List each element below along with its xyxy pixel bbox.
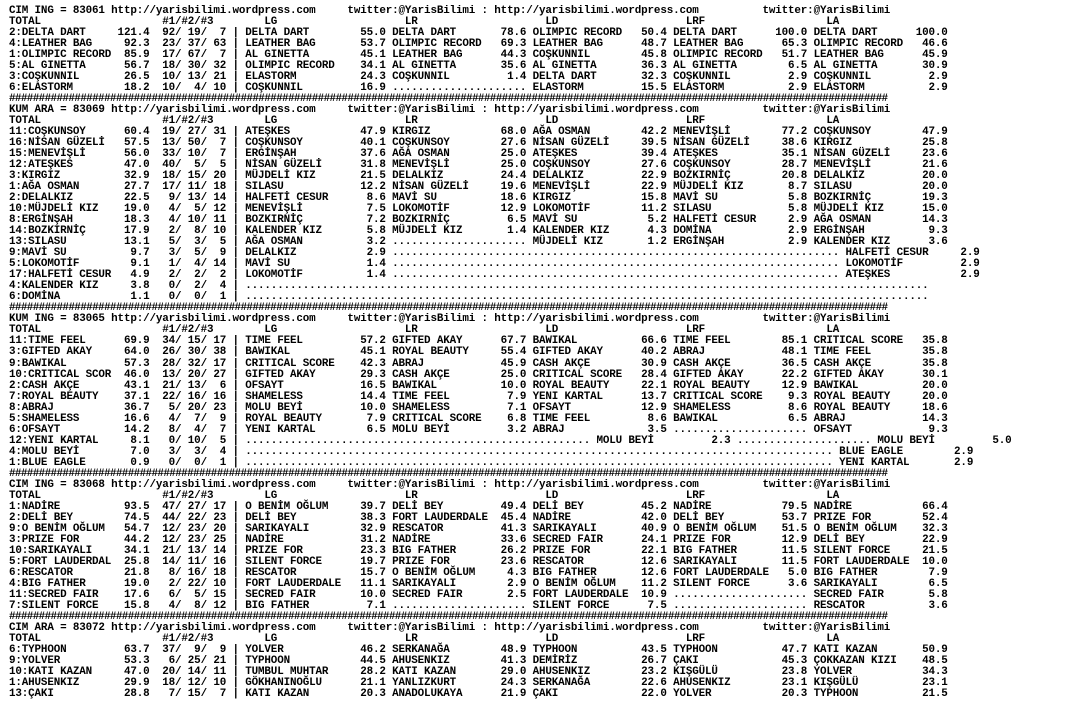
table-row: 12:YENI KARTAL 8.1 0/ 10/ 5 | ...................................................... MOLU BEYİ 2.3 ..................... MOLU BEYİ 5.0 (9, 434, 1012, 447)
table-row: 4:KALENDER KIZ 3.8 0/ 2/ 4 | ........................................................................................................... (9, 280, 929, 293)
table-row: 10:SARIKAYALI 34.1 21/ 13/ 14 | PRIZE FOR 23.3 BIG FATHER 26.2 PRIZE FOR 22.1 BIG FATHER 11.5 SILENT FORCE 21.5 (9, 544, 948, 557)
table-row: 4:MOLU BEYİ 7.0 3/ 3/ 4 | ............................................................................................ BLUE EAGLE 2.9 (9, 445, 974, 458)
race-header: CIM ARA = 83072 http://yarisbilimi.wordpress.com twitter:@YarisBilimi : http://yarisbilimi.wordpress.com twitter:@YarisBilimi (9, 621, 891, 634)
table-row: 2:DELALKIZ 22.5 9/ 13/ 14 | HALFETİ CESUR 8.6 MAVİ SU 18.6 KIRGIZ 15.8 MAVİ SU 5.8 BOZKIRNİÇ 19.3 (9, 192, 948, 205)
table-row: 6:TYPHOON 63.7 37/ 9/ 9 | YOLVER 46.2 SERKANAĞA 48.9 TYPHOON 43.5 TYPHOON 47.7 KATI KAZAN 50.9 (9, 643, 948, 656)
table-row: 6:RESCATOR 21.8 8/ 16/ 18 | RESCATOR 15.7 O BENİM OĞLUM 4.3 BIG FATHER 12.6 FORT LAUDERDALE 5.0 BIG FATHER 7.9 (9, 566, 948, 579)
table-row: 10:KATI KAZAN 47.0 20/ 14/ 11 | TUMBUL MUHTAR 28.2 KATI KAZAN 29.0 AHUSENKIZ 23.2 KIŞGÜLÜ 23.8 YOLVER 34.3 (9, 665, 948, 678)
race-header: KUM ARA = 83069 http://yarisbilimi.wordpress.com twitter:@YarisBilimi : http://yarisbilimi.wordpress.com twitter:@YarisBilimi (9, 104, 891, 117)
table-row: 1:OLIMPIC RECORD 85.9 17/ 67/ 7 | AL GINETTA 45.1 LEATHER BAG 44.3 COŞKUNNIL 45.8 OLIMPIC RECORD 51.7 LEATHER BAG 45.9 (9, 49, 948, 62)
section-divider: #################################################################################################################################################### (9, 302, 888, 315)
table-row: 12:ATEŞKES 47.0 40/ 5/ 5 | NİSAN GÜZELİ 31.8 MENEVİŞLİ 25.0 COŞKUNSOY 27.6 COŞKUNSOY 28.7 MENEVİŞLİ 21.6 (9, 159, 948, 172)
column-header-row: TOTAL #1/#2/#3 LG LR LD LRF LA (9, 632, 840, 645)
table-row: 5:AL GINETTA 56.7 18/ 30/ 32 | OLIMPIC RECORD 34.1 AL GINETTA 35.6 AL GINETTA 36.3 AL GINETTA 6.5 AL GINETTA 30.9 (9, 60, 948, 73)
table-row: 11:COŞKUNSOY 60.4 19/ 27/ 31 | ATEŞKES 47.9 KIRGIZ 68.0 AĞA OSMAN 42.2 MENEVİŞLİ 77.2 COŞKUNSOY 47.9 (9, 126, 948, 139)
table-row: 3:GIFTED AKAY 64.0 26/ 30/ 38 | BAWIKAL 45.1 ROYAL BEAUTY 55.4 GIFTED AKAY 40.2 ABRAJ 48.1 TIME FEEL 35.8 (9, 346, 948, 359)
table-row: 8:ERGİNŞAH 18.3 4/ 10/ 11 | BOZKIRNİÇ 7.2 BOZKIRNİÇ 6.5 MAVİ SU 5.2 HALFETİ CESUR 2.9 AĞA OSMAN 14.3 (9, 214, 948, 227)
section-divider: #################################################################################################################################################### (9, 467, 888, 480)
table-row: 7:SILENT FORCE 15.8 4/ 8/ 12 | BIG FATHER 7.1 ..................... SILENT FORCE 7.5 ..................... RESCATOR 3.6 (9, 599, 948, 612)
race-header: CIM ING = 83061 http://yarisbilimi.wordpress.com twitter:@YarisBilimi : http://yarisbilimi.wordpress.com twitter:@YarisBilimi (9, 5, 891, 17)
column-header-row: TOTAL #1/#2/#3 LG LR LD LRF LA (9, 489, 840, 502)
section-divider: #################################################################################################################################################### (9, 93, 888, 106)
table-row: 16:NİSAN GÜZELİ 57.5 13/ 50/ 7 | COŞKUNSOY 40.1 COŞKUNSOY 27.6 NİSAN GÜZELİ 39.5 NİSAN GÜZELİ 38.6 KIRGIZ 25.8 (9, 137, 948, 150)
table-row: 8:ABRAJ 36.7 5/ 20/ 23 | MOLU BEYİ 10.0 SHAMELESS 7.1 OFSAYT 12.9 SHAMELESS 8.6 ROYAL BEAUTY 18.6 (9, 401, 948, 414)
table-row: 6:OFSAYT 14.2 8/ 4/ 7 | YENI KARTAL 6.5 MOLU BEYİ 3.2 ABRAJ 3.5 ..................... OFSAYT 9.3 (9, 423, 948, 436)
table-row: 13:ÇAKI 28.8 7/ 15/ 7 | KATI KAZAN 20.3 ANADOLUKAYA 21.9 ÇAKI 22.0 YOLVER 20.3 TYPHOON 21.5 (9, 687, 948, 700)
table-row: 2:DELİ BEY 74.5 44/ 22/ 23 | DELİ BEY 38.3 FORT LAUDERDALE 45.4 NADİRE 42.0 DELİ BEY 53.7 PRIZE FOR 52.4 (9, 511, 948, 524)
table-row: 10:CRITICAL SCOR 46.0 13/ 20/ 27 | GIFTED AKAY 29.3 CASH AKÇE 25.0 CRITICAL SCORE 28.4 GIFTED AKAY 22.2 GIFTED AKAY 30.1 (9, 368, 948, 381)
table-row: 11:SECRED FAIR 17.6 6/ 5/ 15 | SECRED FAIR 10.0 SECRED FAIR 2.5 FORT LAUDERDALE 10.9 ..................... SECRED FAIR 5.8 (9, 588, 948, 601)
table-row: 4:BIG FATHER 19.0 2/ 22/ 10 | FORT LAUDERDALE 11.1 SARIKAYALI 2.9 O BENİM OĞLUM 11.2 SILENT FORCE 3.6 SARIKAYALI 6.5 (9, 577, 948, 590)
table-row: 2:DELTA DART 121.4 92/ 19/ 7 | DELTA DART 55.0 DELTA DART 78.6 OLIMPIC RECORD 50.4 DELTA DART 100.0 DELTA DART 100.0 (9, 27, 948, 40)
column-header-row: TOTAL #1/#2/#3 LG LR LD LRF LA (9, 16, 840, 29)
table-row: 3:KIRGIZ 32.9 18/ 15/ 20 | MÜJDELİ KIZ 21.5 DELALKIZ 24.4 DELALKIZ 22.9 BOZKIRNİÇ 20.8 DELALKIZ 20.0 (9, 170, 948, 183)
table-row: 15:MENEVİŞLİ 56.0 33/ 10/ 7 | ERGİNŞAH 37.6 AĞA OSMAN 25.0 ATEŞKES 39.4 ATEŞKES 35.1 NİSAN GÜZELİ 23.6 (9, 148, 948, 161)
table-row: 7:ROYAL BEAUTY 37.1 22/ 16/ 16 | SHAMELESS 14.4 TIME FEEL 7.9 YENI KARTAL 13.7 CRITICAL SCORE 9.3 ROYAL BEAUTY 20.0 (9, 390, 948, 403)
race-header: KUM ING = 83065 http://yarisbilimi.wordpress.com twitter:@YarisBilimi : http://yarisbilimi.wordpress.com twitter:@YarisBilimi (9, 313, 891, 326)
table-row: 17:HALFETİ CESUR 4.9 2/ 2/ 2 | LOKOMOTİF 1.4 ...................................................................... ATEŞKES 2.9 (9, 269, 980, 282)
table-row: 6:ELASTORM 18.2 10/ 4/ 10 | COŞKUNNIL 16.9 ..................... ELASTORM 15.5 ELASTORM 2.9 ELASTORM 2.9 (9, 82, 948, 95)
table-row: 1:BLUE EAGLE 0.9 0/ 0/ 1 | ............................................................................................ YENI KARTAL 2.9 (9, 456, 974, 469)
table-row: 10:MÜJDELİ KIZ 19.0 4/ 5/ 12 | MENEVİŞLİ 7.5 LOKOMOTİF 12.9 LOKOMOTİF 11.2 SILASU 5.8 MÜJDELİ KIZ 15.0 (9, 203, 948, 216)
table-row: 13:SILASU 13.1 5/ 3/ 5 | AĞA OSMAN 3.2 ..................... MÜJDELİ KIZ 1.2 ERGİNŞAH 2.9 KALENDER KIZ 3.6 (9, 236, 948, 249)
table-row: 9:O BENİM OĞLUM 54.7 12/ 23/ 20 | SARIKAYALI 32.9 RESCATOR 41.3 SARIKAYALI 40.9 O BENİM OĞLUM 51.5 O BENİM OĞLUM 32.3 (9, 522, 948, 535)
table-row: 11:TIME FEEL 69.9 34/ 15/ 17 | TIME FEEL 57.2 GIFTED AKAY 67.7 BAWIKAL 66.6 TIME FEEL 85.1 CRITICAL SCORE 35.8 (9, 335, 948, 348)
table-row: 9:MAVİ SU 9.7 3/ 5/ 9 | DELALKIZ 2.9 ...................................................................... HALFETİ CESUR 2.9 (9, 247, 980, 260)
section-divider: #################################################################################################################################################### (9, 610, 888, 623)
table-row: 14:BOZKIRNİÇ 17.9 2/ 8/ 10 | KALENDER KIZ 5.8 MÜJDELİ KIZ 1.4 KALENDER KIZ 4.3 DOMİNA 2.9 ERGİNŞAH 9.3 (9, 225, 948, 238)
table-row: 3:COŞKUNNIL 26.5 10/ 13/ 21 | ELASTORM 24.3 COŞKUNNIL 1.4 DELTA DART 32.3 COŞKUNNIL 2.9 COŞKUNNIL 2.9 (9, 71, 948, 84)
table-row: 5:FORT LAUDERDAL 25.8 14/ 11/ 16 | SILENT FORCE 19.7 PRIZE FOR 23.6 RESCATOR 12.6 SARIKAYALI 11.5 FORT LAUDERDALE 10.0 (9, 555, 948, 568)
table-row: 1:NADİRE 93.5 47/ 27/ 17 | O BENİM OĞLUM 39.7 DELİ BEY 49.4 DELİ BEY 45.2 NADİRE 79.5 NADİRE 66.4 (9, 500, 948, 513)
table-row: 4:LEATHER BAG 92.3 23/ 37/ 63 | LEATHER BAG 53.7 OLIMPIC RECORD 69.3 LEATHER BAG 48.7 LEATHER BAG 65.3 OLIMPIC RECORD 46.6 (9, 38, 948, 51)
table-row: 1:AHUSENKIZ 29.9 18/ 12/ 10 | GÖKHANINOĞLU 21.1 YANLIZKURT 24.3 SERKANAĞA 22.6 AHUSENKIZ 23.1 KIŞGÜLÜ 23.1 (9, 676, 948, 689)
table-row: 5:LOKOMOTİF 9.1 1/ 4/ 14 | MAVİ SU 1.4 ...................................................................... LOKOMOTİF 2.9 (9, 258, 980, 271)
table-row: 9:BAWIKAL 57.3 28/ 32/ 17 | CRITICAL SCORE 42.3 ABRAJ 45.9 CASH AKÇE 30.9 CASH AKÇE 36.5 CASH AKÇE 35.8 (9, 357, 948, 370)
table-row: 9:YOLVER 53.3 6/ 25/ 21 | TYPHOON 44.5 AHUSENKIZ 41.3 DEMİRİZ 26.7 ÇAKI 45.3 ÇOKKAZAN KIZI 48.5 (9, 654, 948, 667)
table-row: 3:PRIZE FOR 44.2 12/ 23/ 25 | NADİRE 31.2 NADİRE 33.6 SECRED FAIR 24.1 PRIZE FOR 12.9 DELİ BEY 22.9 (9, 533, 948, 546)
table-row: 6:DOMİNA 1.1 0/ 0/ 1 | ........................................................................................................... (9, 291, 929, 304)
race-header: CIM ING = 83068 http://yarisbilimi.wordpress.com twitter:@YarisBilimi : http://yarisbilimi.wordpress.com twitter:@YarisBilimi (9, 478, 891, 491)
table-row: 2:CASH AKÇE 43.1 21/ 13/ 6 | OFSAYT 16.5 BAWIKAL 10.0 ROYAL BEAUTY 22.1 ROYAL BEAUTY 12.9 BAWIKAL 20.0 (9, 379, 948, 392)
column-header-row: TOTAL #1/#2/#3 LG LR LD LRF LA (9, 324, 840, 337)
table-row: 5:SHAMELESS 16.6 4/ 7/ 9 | ROYAL BEAUTY 7.9 CRITICAL SCORE 6.8 TIME FEEL 8.6 BAWIKAL 6.5 ABRAJ 14.3 (9, 412, 948, 425)
column-header-row: TOTAL #1/#2/#3 LG LR LD LRF LA (9, 115, 840, 128)
table-row: 1:AĞA OSMAN 27.7 17/ 11/ 18 | SILASU 12.2 NİSAN GÜZELİ 19.6 MENEVİŞLİ 22.9 MÜJDELİ KIZ 8.7 SILASU 20.0 (9, 181, 948, 194)
